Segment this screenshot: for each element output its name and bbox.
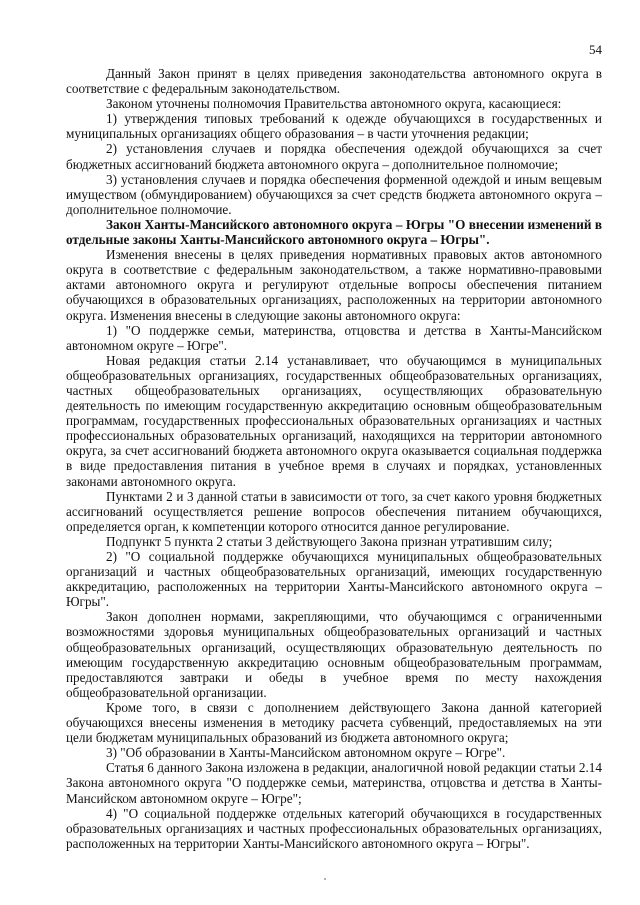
- body-paragraph: 1) "О поддержке семьи, материнства, отцовства и детства в Ханты-Мансийском автономном округе – Югре".: [66, 322, 602, 353]
- body-paragraph: Статья 6 данного Закона изложена в редакции, аналогичной новой редакции статьи 2.14 Закона автономного округа "О поддержке семьи, материнства, отцовства и детства в Ханты-Мансийском автономном округе – Югре";: [66, 760, 602, 806]
- body-paragraph: Законом уточнены полномочия Правительства автономного округа, касающиеся:: [106, 96, 562, 112]
- section-heading: Закон Ханты-Мансийского автономного округа – Югры "О внесении изменений в отдельные законы Ханты-Мансийского автономного округа – Югры".: [66, 216, 602, 248]
- body-paragraph: 3) установления случаев и порядка обеспечения форменной одеждой и иным вещевым имуществом (обмундированием) обучающихся за счет средств бюджета автономного округа – дополнительное полномочие.: [66, 171, 602, 217]
- scan-speck: [324, 878, 326, 880]
- body-paragraph: 2) "О социальной поддержке обучающихся муниципальных общеобразовательных организаций и частных общеобразовательных организаций, имеющих государственную аккредитацию, расположенных на территории Ханты-Мансийского автономного округа – Югры".: [66, 549, 602, 610]
- body-paragraph: Изменения внесены в целях приведения нормативных правовых актов автономного округа в соответствие с федеральным законодательством, а также нормативно-правовыми актами автономного округа и регулируют отдельные вопросы обеспечения питанием обучающихся в образовательных организациях, расположенных на территории автономного округа. Изменения внесены в следующие законы автономного округа:: [66, 247, 602, 323]
- body-paragraph: Кроме того, в связи с дополнением действующего Закона данной категорией обучающихся внесены изменения в методику расчета субвенций, предоставляемых на эти цели бюджетам муниципальных образований из бюджета автономного округа;: [66, 699, 602, 746]
- page-number: 54: [589, 42, 602, 57]
- body-paragraph: Закон дополнен нормами, закрепляющими, что обучающимся с ограниченными возможностями здоровья муниципальных общеобразовательных организаций и частных общеобразовательных организаций, осуществляющих образовательную деятельность по имеющим государственную аккредитацию основным общеобразовательным программам, предоставляются завтраки и обеды в учебное время по месту нахождения общеобразовательной организации.: [66, 609, 602, 700]
- body-paragraph: 3) "Об образовании в Ханты-Мансийском автономном округе – Югре".: [106, 745, 506, 761]
- body-paragraph: Подпункт 5 пункта 2 статьи 3 действующего Закона признан утратившим силу;: [106, 533, 553, 549]
- document-body: [66, 66, 602, 851]
- body-paragraph: 4) "О социальной поддержке отдельных категорий обучающихся в государственных образовательных организациях и частных профессиональных образовательных организациях, расположенных на территории Ханты-Мансийского автономного округа – Югры".: [66, 805, 602, 851]
- body-paragraph: 1) утверждения типовых требований к одежде обучающихся в государственных и муниципальных организациях общего образования – в части уточнения редакции;: [66, 111, 602, 142]
- body-paragraph: 2) установления случаев и порядка обеспечения одеждой обучающихся за счет бюджетных ассигнований бюджета автономного округа – дополнительное полномочие;: [66, 141, 602, 172]
- body-paragraph: Новая редакция статьи 2.14 устанавливает, что обучающимся в муниципальных общеобразовательных организациях, государственных общеобразовательных организациях, частных общеобразовательных организациях, осуществляющих образовательную деятельность по имеющим государственную аккредитацию основным общеобразовательным программам, государственных профессиональных образовательных организациях и частных профессиональных образовательных организаций, находящихся на территории автономного округа, за счет ассигнований бюджета автономного округа оказывается социальная поддержка в виде предоставления питания в учебное время в случаях и порядках, установленных законами автономного округа.: [66, 352, 602, 489]
- body-paragraph: Пунктами 2 и 3 данной статьи в зависимости от того, за счет какого уровня бюджетных ассигнований осуществляется решение вопросов обеспечения питанием обучающихся, определяется орган, к компетенции которого относится данное регулирование.: [66, 488, 602, 534]
- body-paragraph: Данный Закон принят в целях приведения законодательства автономного округа в соответствие с федеральным законодательством.: [66, 66, 602, 97]
